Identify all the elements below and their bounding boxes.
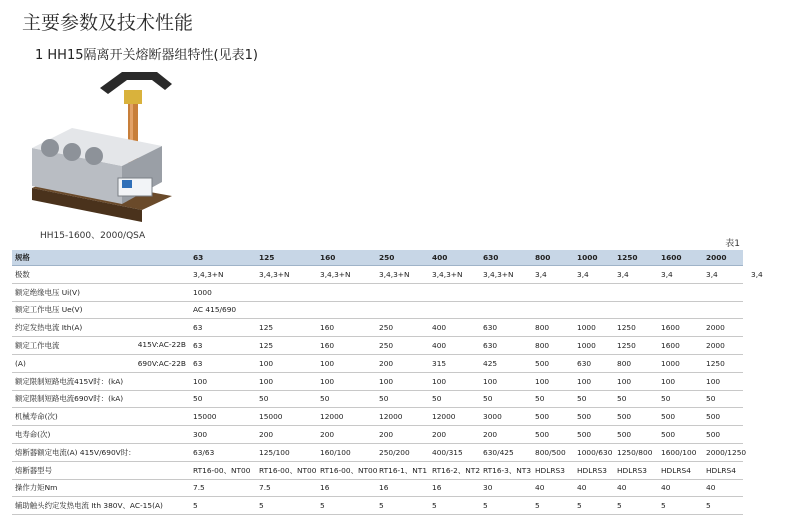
row-label xyxy=(12,500,190,511)
table-cell: 3,4,3+N xyxy=(193,269,224,279)
table-row xyxy=(12,284,743,302)
table-cell: 50 xyxy=(617,394,627,404)
table-cell: 1600 xyxy=(661,323,680,333)
row-label xyxy=(12,287,190,298)
row-label-text: 额定限制短路电流690V时：(kA) xyxy=(15,394,124,404)
row-label-text: 额定限制短路电流415V时：(kA) xyxy=(15,376,124,386)
table-cell: 3,4 xyxy=(617,269,629,279)
row-label xyxy=(12,447,190,458)
table-cell: 1000 xyxy=(577,341,596,351)
table-cell: 50 xyxy=(706,394,716,404)
row-label-text: 约定发热电流 Ith(A) xyxy=(15,323,83,333)
table-cell: RT16-2、NT2 xyxy=(432,465,481,475)
table-cell: 30 xyxy=(483,483,493,493)
table-cell: 5 xyxy=(259,501,264,511)
table-cell: 500 xyxy=(577,430,592,440)
table-cell: 1000 xyxy=(661,358,680,368)
table-row xyxy=(12,462,743,480)
table-cell: RT16-1、NT1 xyxy=(379,465,428,475)
table-cell: AC 415/690 xyxy=(193,305,237,315)
table-cell: HDLRS4 xyxy=(661,465,691,475)
table-cell: 300 xyxy=(193,430,208,440)
table-cell: 7.5 xyxy=(193,483,205,493)
table-row xyxy=(12,408,743,426)
table-cell: 5 xyxy=(320,501,325,511)
header-cell: 1250 xyxy=(617,253,638,262)
table-cell: 5 xyxy=(379,501,384,511)
table-cell: 500 xyxy=(661,430,676,440)
table-cell: 50 xyxy=(259,394,269,404)
table-row xyxy=(12,426,743,444)
table-cell: 500 xyxy=(706,430,721,440)
table-cell: 425 xyxy=(483,358,498,368)
table-cell: 1000 xyxy=(193,287,212,297)
table-cell: 630 xyxy=(577,358,592,368)
table-cell: 160 xyxy=(320,323,335,333)
header-cell: 规格 xyxy=(15,253,30,262)
table-cell: 5 xyxy=(193,501,198,511)
table-cell: 800/500 xyxy=(535,447,566,457)
table-cell: 160 xyxy=(320,341,335,351)
table-cell: 50 xyxy=(535,394,545,404)
row-sublabel: 415V:AC-22B xyxy=(137,340,186,350)
table-cell: 2000 xyxy=(706,323,725,333)
table-cell: 63 xyxy=(193,323,203,333)
table-cell: RT16-00、NT00 xyxy=(259,465,317,475)
image-caption: HH15-1600、2000/QSA xyxy=(40,231,146,241)
table-cell: 250 xyxy=(379,323,394,333)
table-cell: HDLRS3 xyxy=(577,465,607,475)
table-cell: 16 xyxy=(320,483,330,493)
table-cell: 50 xyxy=(661,394,671,404)
table-cell: 40 xyxy=(535,483,545,493)
table-header-row xyxy=(12,250,743,266)
table-cell: 16 xyxy=(432,483,442,493)
table-cell: 50 xyxy=(379,394,389,404)
table-cell: 12000 xyxy=(379,412,403,422)
table-cell: 400 xyxy=(432,341,447,351)
table-cell: HDLRS3 xyxy=(535,465,565,475)
table-cell: 3,4 xyxy=(535,269,547,279)
header-cell: 250 xyxy=(379,253,395,262)
table-cell: 315 xyxy=(432,358,447,368)
table-cell: 200 xyxy=(259,430,274,440)
row-label-text: 额定工作电流 xyxy=(15,341,60,351)
row-label xyxy=(12,482,190,493)
table-cell: 500 xyxy=(706,412,721,422)
table-cell: 3,4 xyxy=(661,269,673,279)
table-cell: 100 xyxy=(259,376,274,386)
table-cell: 100 xyxy=(320,376,335,386)
table-cell: 3,4,3+N xyxy=(483,269,514,279)
table-label: 表1 xyxy=(725,239,740,249)
row-label-text: 极数 xyxy=(15,269,30,279)
table-row xyxy=(12,355,743,373)
row-label-text: 操作力矩Nm xyxy=(15,483,58,493)
table-cell: 160/100 xyxy=(320,447,351,457)
table-cell: 63 xyxy=(193,341,203,351)
table-cell: 125 xyxy=(259,341,274,351)
table-cell: 500 xyxy=(661,412,676,422)
table-cell: 1250 xyxy=(706,358,725,368)
table-cell: 100 xyxy=(259,358,274,368)
row-label xyxy=(12,465,190,476)
row-label xyxy=(12,269,190,280)
table-cell: 100 xyxy=(577,376,592,386)
table-cell: 40 xyxy=(577,483,587,493)
table-cell: 100 xyxy=(193,376,208,386)
page-title: 主要参数及技术性能 xyxy=(22,12,194,34)
table-cell: 3,4 xyxy=(577,269,589,279)
header-cell: 400 xyxy=(432,253,448,262)
table-cell: 100 xyxy=(320,358,335,368)
table-cell: 200 xyxy=(320,430,335,440)
table-cell: 5 xyxy=(661,501,666,511)
table-cell: 50 xyxy=(193,394,203,404)
header-cell: 800 xyxy=(535,253,551,262)
table-cell: 5 xyxy=(535,501,540,511)
table-cell: 250/200 xyxy=(379,447,410,457)
table-row xyxy=(12,444,747,462)
table-cell: 100 xyxy=(617,376,632,386)
table-cell: 40 xyxy=(706,483,716,493)
row-label xyxy=(12,304,190,315)
table-cell: 500 xyxy=(535,412,550,422)
row-label-text: 额定工作电压 Ue(V) xyxy=(15,305,83,315)
table-cell: 100 xyxy=(661,376,676,386)
header-cell: 160 xyxy=(320,253,336,262)
product-image xyxy=(22,58,190,228)
table-row xyxy=(12,266,763,284)
table-cell: 1250/800 xyxy=(617,447,653,457)
row-label xyxy=(12,429,190,440)
row-label xyxy=(12,322,190,333)
table-cell: 200 xyxy=(379,430,394,440)
table-cell: 630 xyxy=(483,341,498,351)
table-cell: HDLRS4 xyxy=(706,465,736,475)
table-cell: 12000 xyxy=(320,412,344,422)
header-cell: 125 xyxy=(259,253,275,262)
table-cell: 5 xyxy=(617,501,622,511)
table-cell: HDLRS3 xyxy=(617,465,647,475)
table-cell: 5 xyxy=(483,501,488,511)
table-row xyxy=(12,497,743,515)
table-cell: 3,4,3+N xyxy=(432,269,463,279)
table-cell: 200 xyxy=(432,430,447,440)
table-cell: 50 xyxy=(432,394,442,404)
table-cell: 5 xyxy=(432,501,437,511)
table-body xyxy=(12,266,763,515)
table-cell: 40 xyxy=(661,483,671,493)
header-cell: 1600 xyxy=(661,253,682,262)
table-cell: 3,4,3+N xyxy=(259,269,290,279)
table-cell: 800 xyxy=(617,358,632,368)
row-label-text: 电寿命(次) xyxy=(15,430,51,440)
table-cell: 50 xyxy=(483,394,493,404)
table-cell: 500 xyxy=(617,430,632,440)
table-cell: 3,4,3+N xyxy=(320,269,351,279)
table-row xyxy=(12,391,743,409)
row-label xyxy=(12,411,190,422)
table-cell: 40 xyxy=(617,483,627,493)
row-label-text: (A) xyxy=(15,358,26,368)
table-cell: 800 xyxy=(535,341,550,351)
table-cell: 125/100 xyxy=(259,447,290,457)
table-cell: 100 xyxy=(706,376,721,386)
row-sublabel: 690V:AC-22B xyxy=(137,358,186,368)
table-cell: RT16-00、NT00 xyxy=(320,465,378,475)
table-cell: 1000/630 xyxy=(577,447,613,457)
table-cell: 630/425 xyxy=(483,447,514,457)
table-cell: 3,4 xyxy=(751,269,763,279)
table-cell: 400/315 xyxy=(432,447,463,457)
table-cell: 100 xyxy=(379,376,394,386)
table-cell: 250 xyxy=(379,341,394,351)
table-cell: 15000 xyxy=(193,412,217,422)
table-cell: 800 xyxy=(535,323,550,333)
table-cell: 16 xyxy=(379,483,389,493)
table-cell: 500 xyxy=(535,430,550,440)
header-cell: 1000 xyxy=(577,253,598,262)
table-cell: 400 xyxy=(432,323,447,333)
table-cell: 63/63 xyxy=(193,447,215,457)
row-label-text: 熔断器型号 xyxy=(15,465,52,475)
table-cell: 1000 xyxy=(577,323,596,333)
table-cell: 200 xyxy=(483,430,498,440)
table-cell: 630 xyxy=(483,323,498,333)
row-label xyxy=(12,340,190,351)
table-row xyxy=(12,337,743,355)
row-label-text: 机械寿命(次) xyxy=(15,412,58,422)
table-cell: 100 xyxy=(432,376,447,386)
table-cell: RT16-3、NT3 xyxy=(483,465,532,475)
row-label-text: 辅助触头约定发热电流 Ith 380V、AC-15(A) xyxy=(15,501,163,511)
table-cell: 50 xyxy=(577,394,587,404)
row-label xyxy=(12,376,190,387)
table-cell: 1600/100 xyxy=(661,447,697,457)
table-cell: RT16-00、NT00 xyxy=(193,465,251,475)
table-cell: 15000 xyxy=(259,412,283,422)
header-cell: 630 xyxy=(483,253,499,262)
table-cell: 3000 xyxy=(483,412,502,422)
table-cell: 3,4 xyxy=(706,269,718,279)
row-label-text: 熔断器额定电流(A) 415V/690V时： xyxy=(15,447,136,457)
table-cell: 125 xyxy=(259,323,274,333)
table-cell: 2000 xyxy=(706,341,725,351)
table-cell: 200 xyxy=(379,358,394,368)
table-cell: 100 xyxy=(535,376,550,386)
table-cell: 3,4,3+N xyxy=(379,269,410,279)
table-cell: 1600 xyxy=(661,341,680,351)
table-cell: 500 xyxy=(577,412,592,422)
table-cell: 5 xyxy=(706,501,711,511)
table-row xyxy=(12,319,743,337)
spec-table xyxy=(12,250,763,515)
section-title: 1 HH15隔离开关熔断器组特性(见表1) xyxy=(35,48,258,63)
table-cell: 500 xyxy=(535,358,550,368)
header-cell: 2000 xyxy=(706,253,727,262)
row-label-text: 额定绝缘电压 Ui(V) xyxy=(15,287,80,297)
table-cell: 63 xyxy=(193,358,203,368)
table-cell: 1250 xyxy=(617,341,636,351)
row-label xyxy=(12,393,190,404)
table-cell: 5 xyxy=(577,501,582,511)
table-row xyxy=(12,302,743,320)
table-cell: 50 xyxy=(320,394,330,404)
row-label xyxy=(12,359,190,368)
table-cell: 7.5 xyxy=(259,483,271,493)
table-row xyxy=(12,373,743,391)
table-cell: 100 xyxy=(483,376,498,386)
header-cell: 63 xyxy=(193,253,204,262)
table-cell: 12000 xyxy=(432,412,456,422)
table-cell: 500 xyxy=(617,412,632,422)
table-cell: 2000/1250 xyxy=(706,447,747,457)
table-cell: 1250 xyxy=(617,323,636,333)
table-row xyxy=(12,480,743,498)
